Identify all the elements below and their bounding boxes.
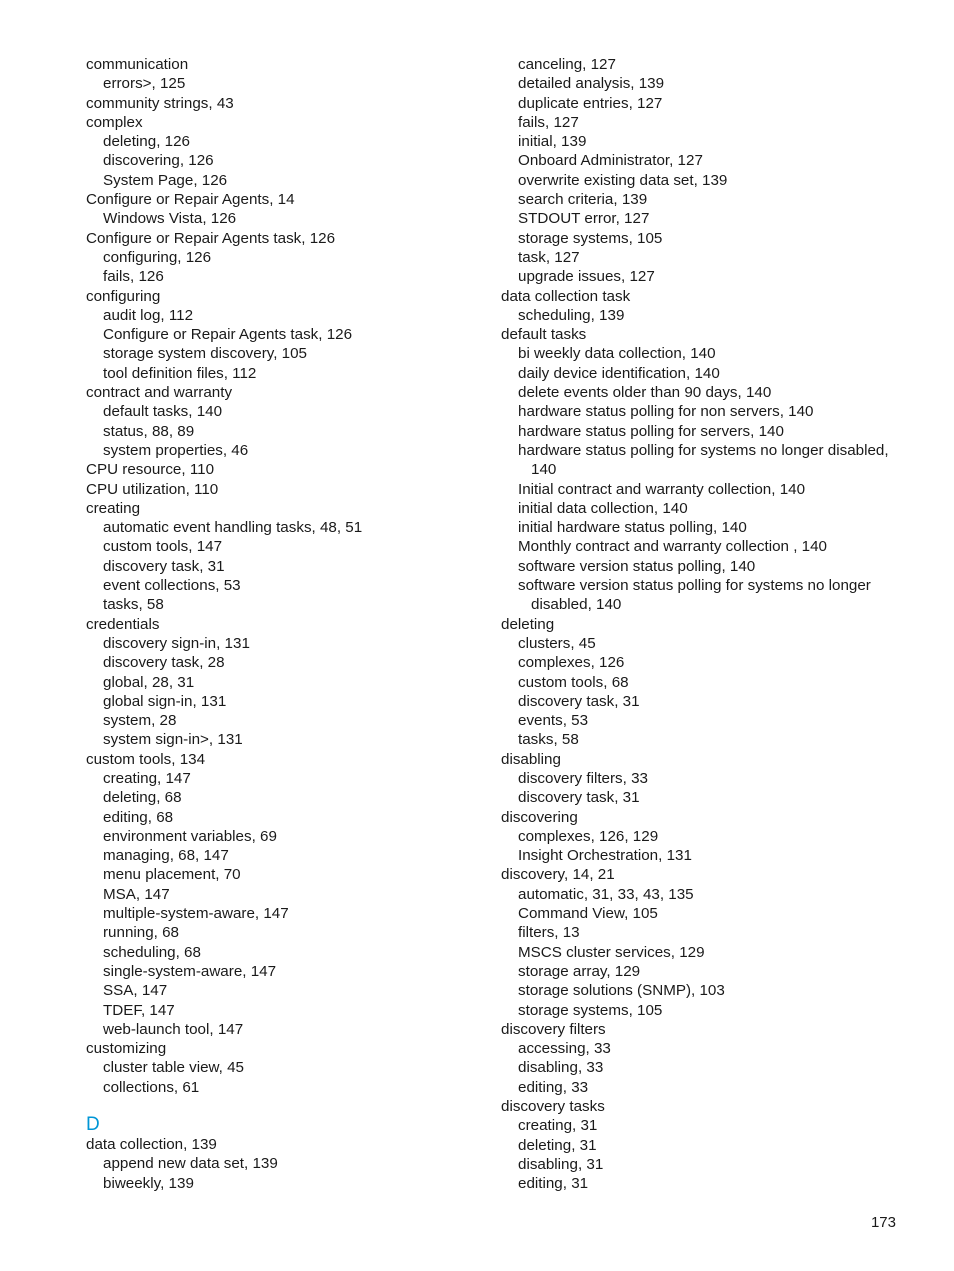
- page-number: 173: [870, 1214, 896, 1231]
- index-subterm-windows-vista-126: Windows Vista, 126: [103, 210, 237, 228]
- index-subterm-menu-placement-70: menu placement, 70: [103, 866, 241, 884]
- index-subterm-storage-systems-105: storage systems, 105: [518, 1001, 663, 1019]
- index-subterm-initial-139: initial, 139: [518, 133, 587, 151]
- index-subterm-discovering-126: discovering, 126: [103, 152, 214, 170]
- index-subterm-append-new-data-set-139: append new data set, 139: [103, 1155, 278, 1173]
- index-subterm-search-criteria-139: search criteria, 139: [518, 191, 648, 209]
- index-term-discovering: discovering: [501, 808, 578, 826]
- index-subterm-default-tasks-140: default tasks, 140: [103, 403, 223, 421]
- index-subterm-collections-61: collections, 61: [103, 1078, 200, 1096]
- index-subterm-storage-array-129: storage array, 129: [518, 962, 641, 980]
- index-column-left: [86, 55, 486, 1193]
- index-subterm-duplicate-entries-127: duplicate entries, 127: [518, 94, 663, 112]
- index-subterm-cluster-table-view-45: cluster table view, 45: [103, 1059, 244, 1077]
- index-subterm-filters-13: filters, 13: [518, 924, 580, 942]
- index-subterm-managing-68-147: managing, 68, 147: [103, 847, 229, 865]
- index-subterm-tool-definition-files-112: tool definition files, 112: [103, 364, 257, 382]
- index-term-complex: complex: [86, 113, 143, 131]
- index-subterm-accessing-33: accessing, 33: [518, 1040, 611, 1058]
- index-term-cpu-resource-110: CPU resource, 110: [86, 461, 215, 479]
- index-subterm-automatic-event-handling-tasks-48-51: automatic event handling tasks, 48, 51: [103, 519, 363, 537]
- index-term-discovery-tasks: discovery tasks: [501, 1098, 605, 1116]
- index-subterm-environment-variables-69: environment variables, 69: [103, 827, 277, 845]
- index-subterm-global-sign-in-131: global sign-in, 131: [103, 692, 227, 710]
- index-subterm-system-properties-46: system properties, 46: [103, 441, 249, 459]
- index-subterm-discovery-task-28: discovery task, 28: [103, 654, 225, 672]
- index-subterm-editing-68: editing, 68: [103, 808, 174, 826]
- index-subterm-deleting-68: deleting, 68: [103, 789, 182, 807]
- index-subterm-detailed-analysis-139: detailed analysis, 139: [518, 75, 665, 93]
- index-subterm-deleting-31: deleting, 31: [518, 1136, 597, 1154]
- index-column-right: [501, 55, 911, 1194]
- index-term-data-collection-139: data collection, 139: [86, 1136, 217, 1154]
- index-subterm-audit-log-112: audit log, 112: [103, 306, 194, 324]
- index-subterm-status-88-89: status, 88, 89: [103, 422, 195, 440]
- index-subterm-storage-systems-105: storage systems, 105: [518, 229, 663, 247]
- index-subterm-events-53: events, 53: [518, 712, 589, 730]
- index-subterm-upgrade-issues-127: upgrade issues, 127: [518, 268, 655, 286]
- index-term-deleting: deleting: [501, 615, 555, 633]
- index-subterm-creating-147: creating, 147: [103, 769, 191, 787]
- index-subterm-system-page-126: System Page, 126: [103, 171, 228, 189]
- index-subterm-configuring-126: configuring, 126: [103, 248, 212, 266]
- index-subterm-software-version-status-polling-for-syst: software version status polling for systems no longer disabled, 140: [518, 577, 871, 614]
- index-subterm-msa-147: MSA, 147: [103, 885, 170, 903]
- index-subterm-overwrite-existing-data-set-139: overwrite existing data set, 139: [518, 171, 728, 189]
- index-subterm-insight-orchestration-131: Insight Orchestration, 131: [518, 847, 692, 865]
- index-subterm-biweekly-139: biweekly, 139: [103, 1174, 194, 1192]
- index-subterm-initial-data-collection-140: initial data collection, 140: [518, 499, 688, 517]
- index-subterm-task-127: task, 127: [518, 248, 580, 266]
- index-subterm-daily-device-identification-140: daily device identification, 140: [518, 364, 720, 382]
- index-subterm-creating-31: creating, 31: [518, 1117, 598, 1135]
- index-subterm-discovery-filters-33: discovery filters, 33: [518, 769, 648, 787]
- index-subterm-system-sign-in-131: system sign-in>, 131: [103, 731, 243, 749]
- index-subterm-fails-127: fails, 127: [518, 113, 579, 131]
- index-subterm-multiple-system-aware-147: multiple-system-aware, 147: [103, 905, 289, 923]
- index-term-communication: communication: [86, 56, 189, 73]
- index-subterm-disabling-33: disabling, 33: [518, 1059, 604, 1077]
- index-term-default-tasks: default tasks: [501, 326, 587, 344]
- index-subterm-global-28-31: global, 28, 31: [103, 673, 195, 691]
- index-term-data-collection-task: data collection task: [501, 287, 631, 305]
- index-term-customizing: customizing: [86, 1040, 167, 1058]
- index-subterm-discovery-task-31: discovery task, 31: [103, 557, 225, 575]
- index-section-letter: D: [86, 1114, 100, 1136]
- index-subterm-automatic-31-33-43-135: automatic, 31, 33, 43, 135: [518, 885, 694, 903]
- index-term-discovery-14-21: discovery, 14, 21: [501, 866, 615, 884]
- index-subterm-discovery-sign-in-131: discovery sign-in, 131: [103, 634, 250, 652]
- index-subterm-discovery-task-31: discovery task, 31: [518, 692, 640, 710]
- index-term-cpu-utilization-110: CPU utilization, 110: [86, 480, 219, 498]
- index-subterm-hardware-status-polling-for-non-servers-: hardware status polling for non servers, 140: [518, 403, 814, 421]
- index-term-custom-tools-134: custom tools, 134: [86, 750, 206, 768]
- index-subterm-storage-system-discovery-105: storage system discovery, 105: [103, 345, 307, 363]
- index-subterm-delete-events-older-than-90-days-140: delete events older than 90 days, 140: [518, 384, 772, 402]
- index-subterm-running-68: running, 68: [103, 924, 179, 942]
- index-subterm-disabling-31: disabling, 31: [518, 1155, 604, 1173]
- index-subterm-discovery-task-31: discovery task, 31: [518, 789, 640, 807]
- index-subterm-hardware-status-polling-for-systems-no-l: hardware status polling for systems no longer disabled, 140: [518, 441, 889, 479]
- index-term-creating: creating: [86, 499, 141, 517]
- index-subterm-errors-125: errors>, 125: [103, 75, 186, 93]
- index-subterm-canceling-127: canceling, 127: [518, 56, 616, 73]
- index-term-configure-or-repair-agents-task-126: Configure or Repair Agents task, 126: [86, 229, 336, 247]
- index-subterm-event-collections-53: event collections, 53: [103, 577, 241, 595]
- index-term-configuring: configuring: [86, 287, 161, 305]
- index-subterm-ssa-147: SSA, 147: [103, 982, 168, 1000]
- index-subterm-editing-33: editing, 33: [518, 1078, 589, 1096]
- index-subterm-bi-weekly-data-collection-140: bi weekly data collection, 140: [518, 345, 716, 363]
- index-subterm-configure-or-repair-agents-task-126: Configure or Repair Agents task, 126: [103, 326, 353, 344]
- index-subterm-complexes-126-129: complexes, 126, 129: [518, 827, 659, 845]
- index-subterm-web-launch-tool-147: web-launch tool, 147: [103, 1020, 244, 1038]
- index-subterm-custom-tools-68: custom tools, 68: [518, 673, 629, 691]
- index-subterm-single-system-aware-147: single-system-aware, 147: [103, 962, 277, 980]
- index-subterm-tasks-58: tasks, 58: [518, 731, 579, 749]
- index-subterm-storage-solutions-snmp-103: storage solutions (SNMP), 103: [518, 982, 725, 1000]
- index-subterm-onboard-administrator-127: Onboard Administrator, 127: [518, 152, 703, 170]
- index-subterm-tdef-147: TDEF, 147: [103, 1001, 175, 1019]
- index-subterm-custom-tools-147: custom tools, 147: [103, 538, 223, 556]
- index-term-community-strings-43: community strings, 43: [86, 94, 234, 112]
- index-term-discovery-filters: discovery filters: [501, 1020, 606, 1038]
- index-subterm-system-28: system, 28: [103, 712, 177, 730]
- index-subterm-clusters-45: clusters, 45: [518, 634, 596, 652]
- index-subterm-monthly-contract-and-warranty-collection: Monthly contract and warranty collection , 140: [518, 538, 827, 556]
- index-subterm-initial-hardware-status-polling-140: initial hardware status polling, 140: [518, 519, 747, 537]
- index-subterm-mscs-cluster-services-129: MSCS cluster services, 129: [518, 943, 705, 961]
- index-term-contract-and-warranty: contract and warranty: [86, 384, 233, 402]
- index-subterm-editing-31: editing, 31: [518, 1175, 589, 1193]
- index-subterm-tasks-58: tasks, 58: [103, 596, 164, 614]
- index-subterm-stdout-error-127: STDOUT error, 127: [518, 210, 650, 228]
- index-subterm-fails-126: fails, 126: [103, 268, 164, 286]
- index-subterm-command-view-105: Command View, 105: [518, 905, 658, 923]
- index-subterm-hardware-status-polling-for-servers-140: hardware status polling for servers, 140: [518, 422, 784, 440]
- index-subterm-scheduling-139: scheduling, 139: [518, 306, 625, 324]
- index-term-configure-or-repair-agents-14: Configure or Repair Agents, 14: [86, 191, 295, 209]
- index-subterm-complexes-126: complexes, 126: [518, 654, 625, 672]
- index-subterm-initial-contract-and-warranty-collection: Initial contract and warranty collection, 140: [518, 480, 806, 498]
- index-term-disabling: disabling: [501, 750, 561, 768]
- index-subterm-deleting-126: deleting, 126: [103, 133, 190, 151]
- index-term-credentials: credentials: [86, 615, 160, 633]
- index-subterm-scheduling-68: scheduling, 68: [103, 943, 201, 961]
- index-subterm-software-version-status-polling-140: software version status polling, 140: [518, 557, 756, 575]
